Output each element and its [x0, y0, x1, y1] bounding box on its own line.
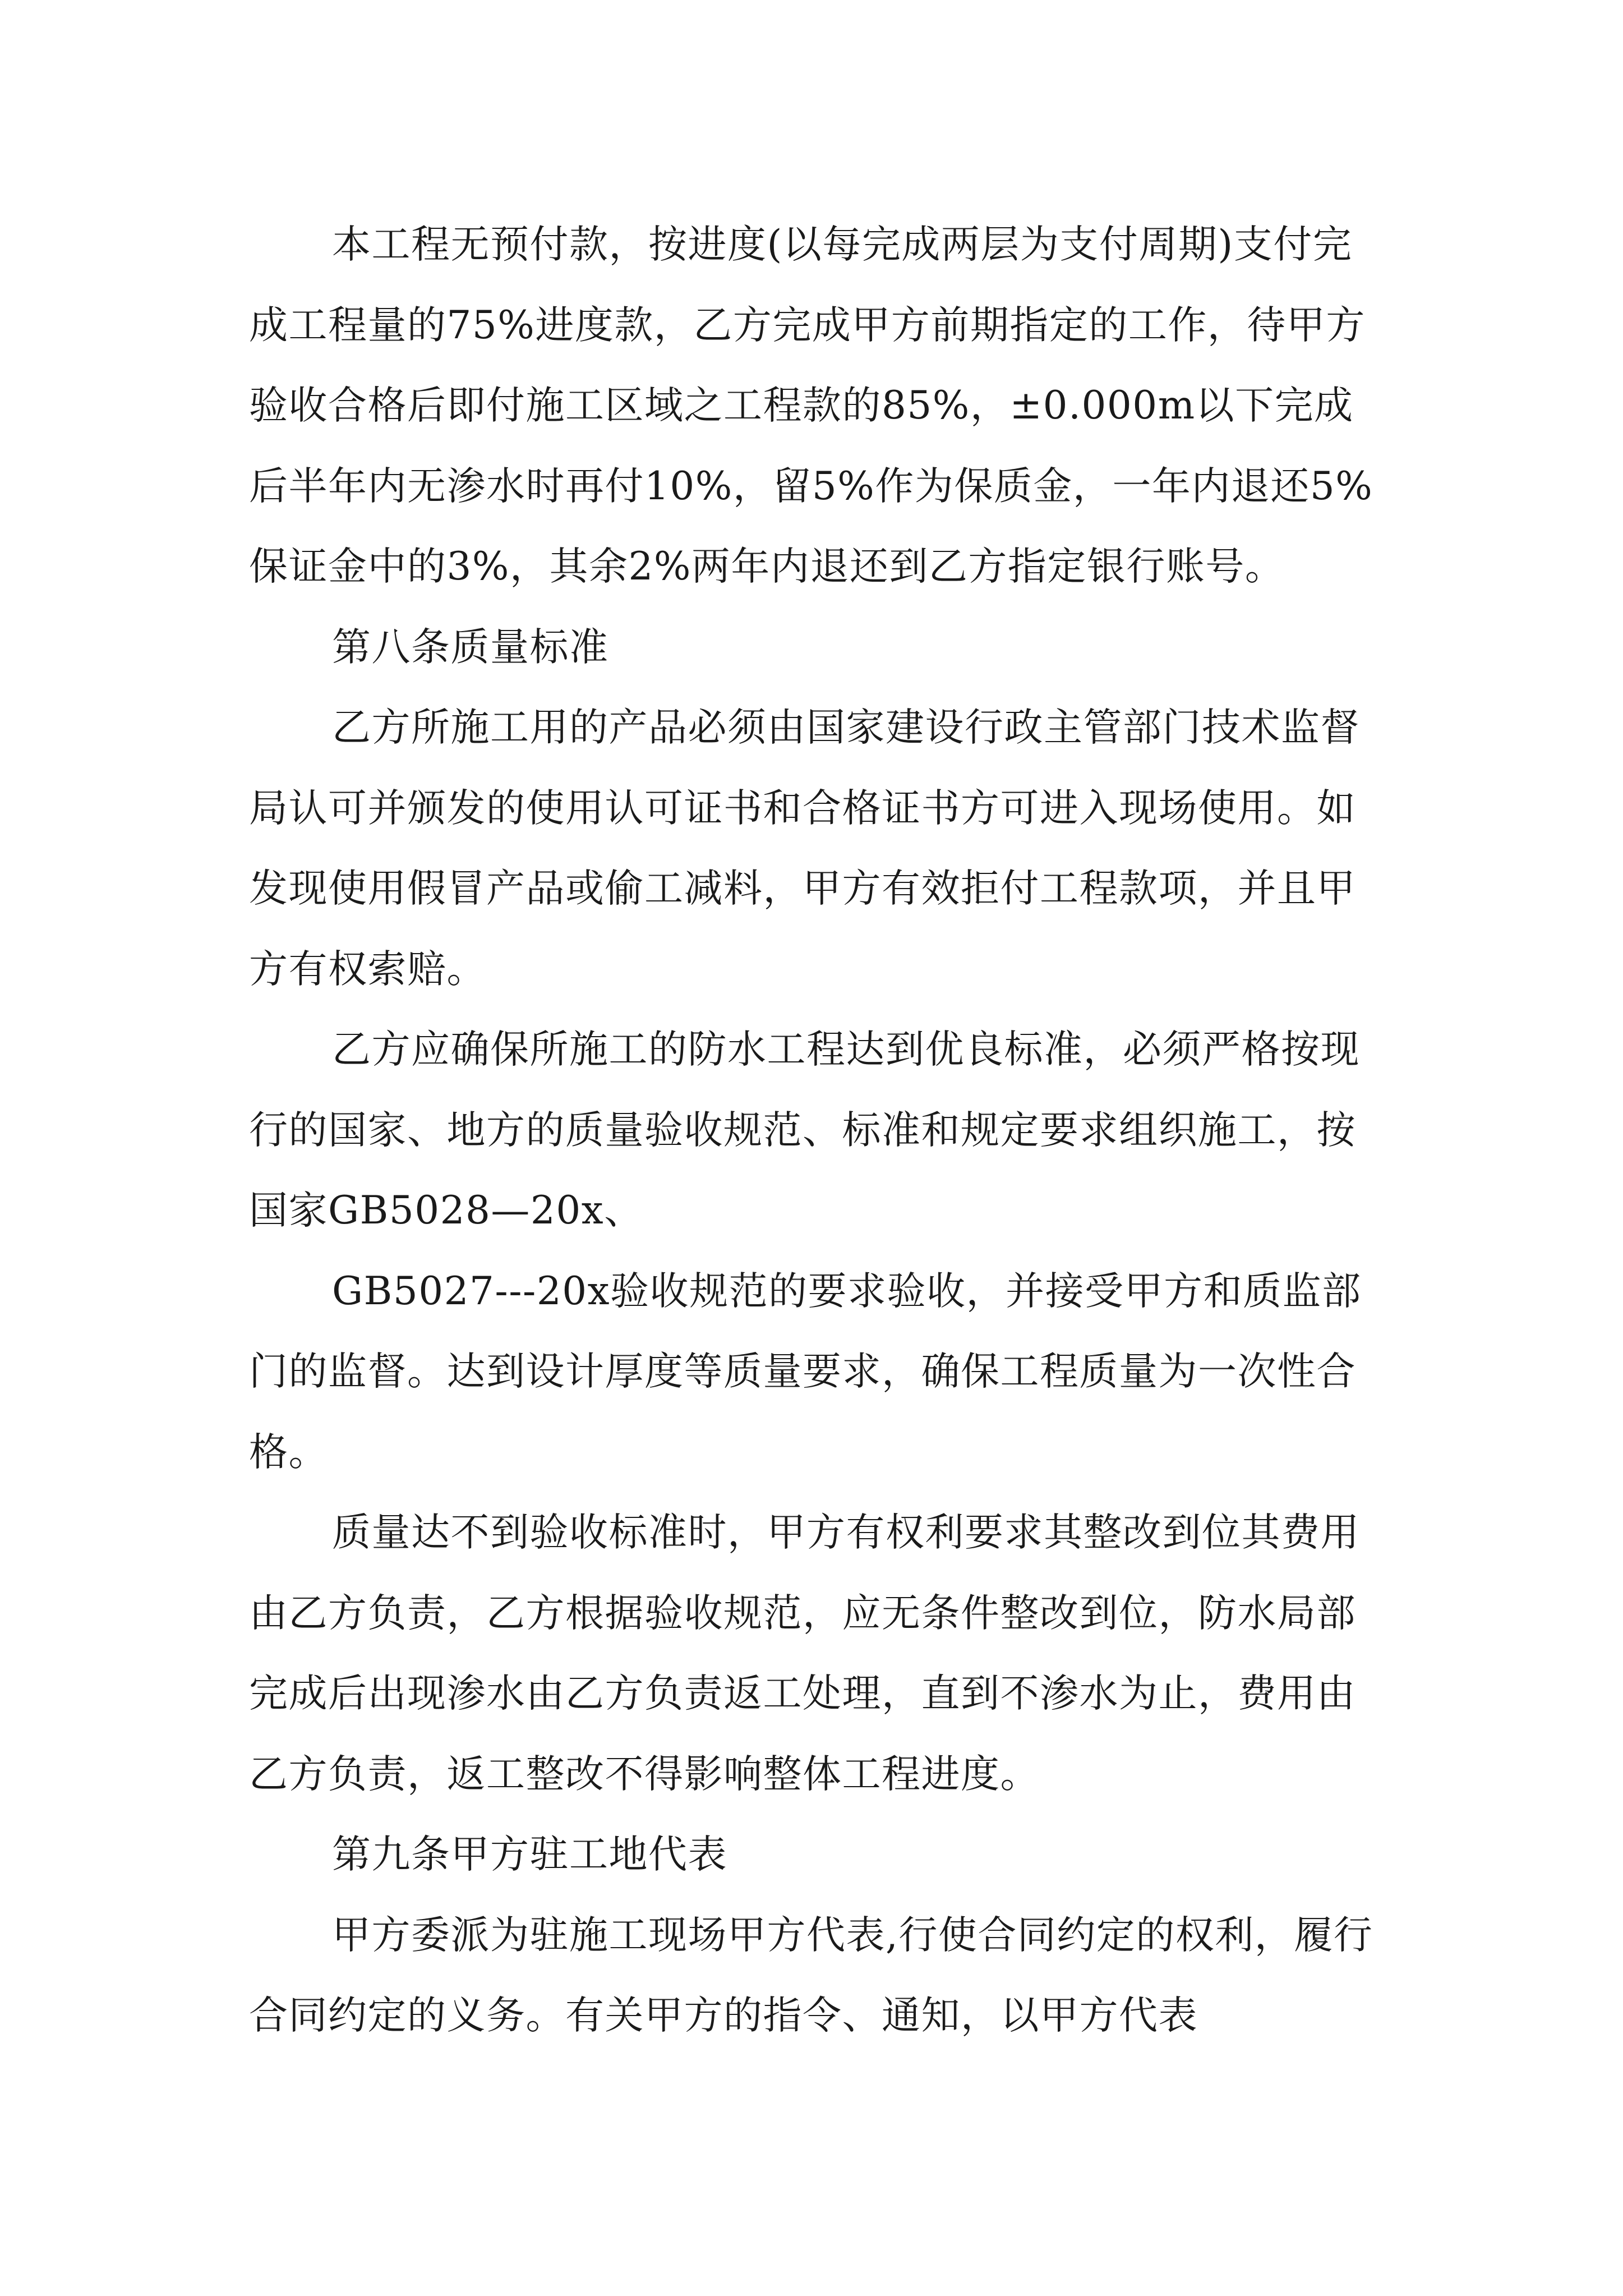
document-body — [249, 205, 1387, 2056]
paragraph-quality-standard: 乙方应确保所施工的防水工程达到优良标准，必须严格按现行的国家、地方的质量验收规范、标准和规定要求组织施工，按国家GB5028—20x、 — [249, 1027, 1360, 1233]
paragraph-product-certification: 乙方所施工用的产品必须由国家建设行政主管部门技术监督局认可并颁发的使用认可证书和合格证书方可进入现场使用。如发现使用假冒产品或偷工减料，甲方有效拒付工程款项，并且甲方有权索赔。 — [249, 705, 1360, 992]
paragraph-rectification: 质量达不到验收标准时，甲方有权利要求其整改到位其费用由乙方负责，乙方根据验收规范，应无条件整改到位，防水局部完成后出现渗水由乙方负责返工处理，直到不渗水为止，费用由乙方负责，返工整改不得影响整体工程进度。 — [249, 1510, 1360, 1797]
paragraph-payment-terms: 本工程无预付款，按进度(以每完成两层为支付周期)支付完成工程量的75%进度款，乙方完成甲方前期指定的工作，待甲方验收合格后即付施工区域之工程款的85%，±0.000m以下完成后半年内无渗水时再付10%，留5%作为保质金，一年内退还5%保证金中的3%，其余2%两年内退还到乙方指定银行账号。 — [249, 222, 1373, 589]
paragraph-site-representative: 甲方委派为驻施工现场甲方代表,行使合同约定的权利，履行合同约定的义务。有关甲方的指令、通知，以甲方代表 — [249, 1912, 1373, 2038]
section-heading-article-9: 第九条甲方驻工地代表 — [332, 1832, 727, 1877]
section-heading-article-8: 第八条质量标准 — [332, 624, 609, 670]
paragraph-acceptance-spec: GB5027---20x验收规范的要求验收，并接受甲方和质监部门的监督。达到设计厚度等质量要求，确保工程质量为一次性合格。 — [249, 1268, 1362, 1475]
